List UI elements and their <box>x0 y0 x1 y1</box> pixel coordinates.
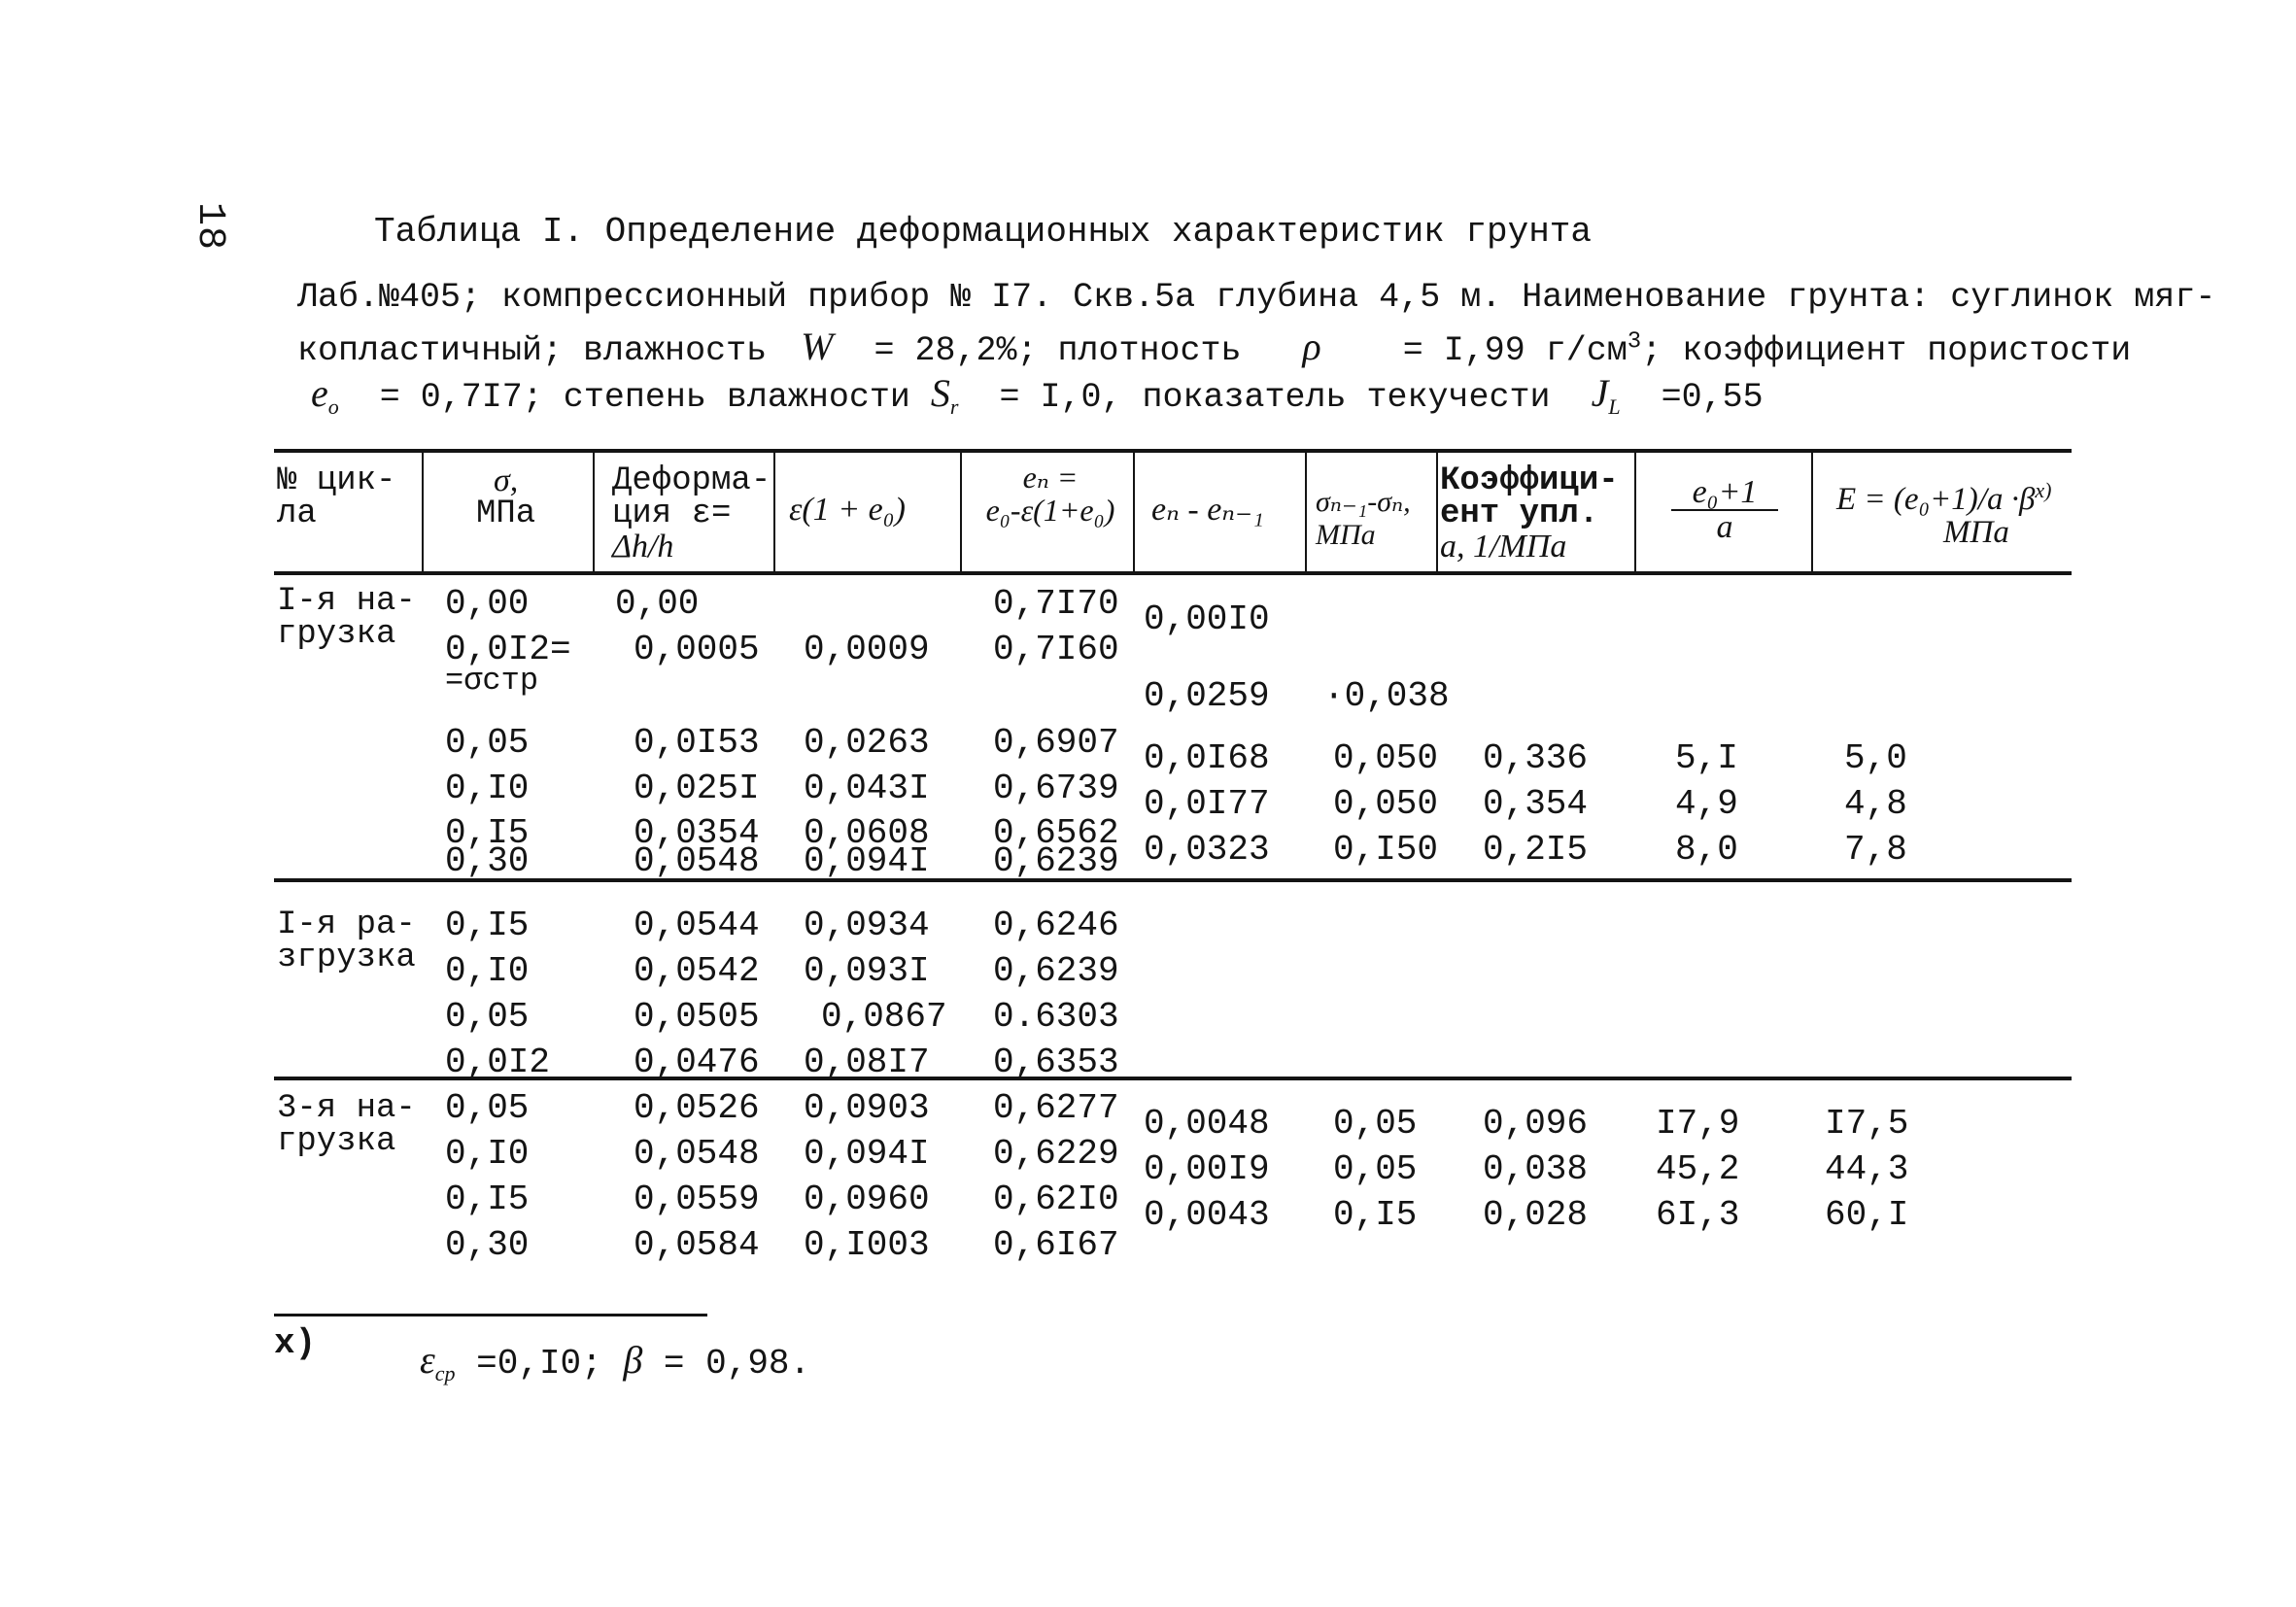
cell-sigma: 0,30 <box>445 1225 530 1265</box>
cell-en-diff: 0,0259 <box>1144 676 1270 716</box>
page-number: 18 <box>188 202 231 252</box>
cell-deformation: 0,0548 <box>634 841 760 881</box>
cell-sigma: 0,I5 <box>445 1180 530 1219</box>
group-label-load-1 <box>277 585 416 651</box>
header-sigma-diff <box>1316 486 1411 552</box>
cell-deformation: 0,0354 <box>634 813 760 853</box>
cell-sigma: 0,05 <box>445 723 530 763</box>
cell-deformation: 0,0005 <box>634 630 760 669</box>
cell-sigma-diff: 0,05 <box>1333 1149 1418 1189</box>
header-text: МПа <box>1943 515 2009 550</box>
cell-en: 0.6303 <box>993 997 1119 1037</box>
footnote-mark: x) <box>274 1323 317 1363</box>
porosity-symbol: e <box>311 371 328 415</box>
cell-sigma: 0,I0 <box>445 951 530 991</box>
cell-en-diff: 0,00I0 <box>1144 599 1270 639</box>
cell-deformation: 0,0548 <box>634 1134 760 1174</box>
footnote-value: =0,I0; <box>476 1344 602 1384</box>
header-text: a, 1/МПа <box>1440 529 1567 564</box>
cell-deformation: 0,0526 <box>634 1088 760 1128</box>
cell-coefficient: 0,336 <box>1483 738 1589 778</box>
cell-en: 0,6239 <box>993 951 1119 991</box>
superscript: 3 <box>1627 328 1642 356</box>
header-text: Деформа- <box>612 462 771 499</box>
description-line-3 <box>311 370 1764 420</box>
column-divider <box>1634 451 1636 573</box>
cell-eps: 0,08I7 <box>804 1043 930 1082</box>
cell-sigma: 0,I5 <box>445 906 530 945</box>
header-cycle <box>277 464 395 530</box>
cell-modulus: I7,5 <box>1825 1104 1909 1144</box>
column-divider <box>1811 451 1813 573</box>
description-line-1: Лаб.№405; компрессионный прибор № I7. Скв.5а глубина 4,5 м. Наименование грунта: суглинок мяг- <box>297 278 2216 317</box>
column-divider <box>1436 451 1438 573</box>
cell-deformation: 0,025I <box>634 769 760 808</box>
header-eps-1-e0: ε(1 + e₀) <box>789 492 906 528</box>
cell-sigma: 0,05 <box>445 1088 530 1128</box>
cell-eps: 0,0263 <box>804 723 930 763</box>
cell-coefficient: 0,038 <box>1483 1149 1589 1189</box>
subscript: L <box>1608 394 1621 419</box>
group-text: грузка <box>277 1123 396 1160</box>
cell-eps: 0,043I <box>804 769 930 808</box>
cell-e1a: I7,9 <box>1656 1104 1740 1144</box>
cell-deformation: 0,0584 <box>634 1225 760 1265</box>
cell-deformation: 0,0476 <box>634 1043 760 1082</box>
cell-eps: 0,0009 <box>804 630 930 669</box>
cell-eps: 0,0960 <box>804 1180 930 1219</box>
cell-en-diff: 0,00I9 <box>1144 1149 1270 1189</box>
cell-eps: 0,0867 <box>821 997 947 1037</box>
liquidity-symbol: J <box>1591 371 1609 415</box>
cell-sigma: 0,I0 <box>445 769 530 808</box>
footnote-text <box>420 1337 810 1386</box>
header-text: σₙ₋₁-σₙ, <box>1316 486 1411 518</box>
description-text: = I,99 г/см <box>1402 331 1628 370</box>
cell-en: 0,7I60 <box>993 630 1119 669</box>
saturation-symbol: S <box>930 371 950 415</box>
cell-en-diff: 0,0043 <box>1144 1195 1270 1235</box>
cell-en-diff: 0,0323 <box>1144 830 1270 870</box>
cell-en: 0,6I67 <box>993 1225 1119 1265</box>
cell-deformation: 0,0544 <box>634 906 760 945</box>
subscript: o <box>327 394 339 419</box>
cell-en: 0,62I0 <box>993 1180 1119 1219</box>
header-deformation <box>612 464 771 564</box>
cell-sigma: 0,0I2 <box>445 1043 551 1082</box>
subscript: r <box>949 394 959 419</box>
cell-deformation: 0,0542 <box>634 951 760 991</box>
group-text: I-я на- <box>277 583 416 620</box>
description-text: =0,55 <box>1661 378 1764 417</box>
cell-sigma: 0,0I2= <box>445 630 571 669</box>
header-text: Δh/h <box>612 529 674 564</box>
header-text: a <box>1716 509 1733 545</box>
cell-modulus: 5,0 <box>1844 738 1907 778</box>
header-rule <box>274 571 2072 575</box>
cell-en-diff: 0,0I77 <box>1144 784 1270 824</box>
header-text: МПа <box>1316 519 1376 551</box>
cell-sigma-diff: 0,I5 <box>1333 1195 1418 1235</box>
cell-sigma: 0,05 <box>445 997 530 1037</box>
group-text: 3-я на- <box>277 1090 416 1127</box>
group-rule <box>274 878 2072 882</box>
cell-sigma-diff: 0,I50 <box>1333 830 1439 870</box>
description-line-2 <box>297 324 2131 370</box>
table-title: Таблица I. Определение деформационных характеристик грунта <box>374 212 1593 252</box>
cell-eps: 0,0608 <box>804 813 930 853</box>
cell-modulus: 44,3 <box>1825 1149 1909 1189</box>
cell-coefficient: 0,2I5 <box>1483 830 1589 870</box>
column-divider <box>422 451 424 573</box>
cell-e1a: 45,2 <box>1656 1149 1740 1189</box>
description-text: = 28,2%; плотность <box>874 331 1242 370</box>
footnote-value: = 0,98. <box>663 1344 811 1384</box>
cell-sigma-diff: 0,05 <box>1333 1104 1418 1144</box>
header-coefficient <box>1440 464 1619 564</box>
cell-sigma: 0,I5 <box>445 813 530 853</box>
header-modulus <box>1836 474 2052 549</box>
description-text: = I,0, показатель текучести <box>999 378 1551 417</box>
cell-e1a: 4,9 <box>1675 784 1738 824</box>
table-top-rule <box>274 449 2072 453</box>
header-text: e₀-ε(1+e₀) <box>985 493 1115 528</box>
group-label-unload-1 <box>277 908 416 974</box>
header-text: e₀+1 <box>1671 476 1778 511</box>
header-en <box>970 461 1131 527</box>
cell-eps: 0,094I <box>804 841 930 881</box>
cell-e1a: 8,0 <box>1675 830 1738 870</box>
cell-deformation: 0,0I53 <box>634 723 760 763</box>
header-text: МПа <box>476 496 536 532</box>
header-text: x) <box>2035 478 2052 502</box>
header-text: № цик- <box>277 462 396 499</box>
cell-coefficient: 0,354 <box>1483 784 1589 824</box>
cell-eps: 0,094I <box>804 1134 930 1174</box>
cell-modulus: 60,I <box>1825 1195 1909 1235</box>
footnote-rule <box>274 1314 707 1316</box>
group-text: грузка <box>277 616 396 653</box>
header-text: ция ε= <box>612 496 732 532</box>
header-text: eₙ = <box>1022 460 1079 495</box>
group-text: згрузка <box>277 940 416 976</box>
description-text: копластичный; влажность <box>297 331 768 370</box>
epsilon-symbol: ε <box>420 1338 435 1382</box>
cell-en: 0,6246 <box>993 906 1119 945</box>
header-text: Коэффици- <box>1440 462 1619 499</box>
density-symbol: ρ <box>1302 325 1321 368</box>
description-text: ; коэффициент пористости <box>1641 331 2132 370</box>
column-divider <box>1133 451 1135 573</box>
column-divider <box>773 451 775 573</box>
cell-en: 0,6353 <box>993 1043 1119 1082</box>
header-en-diff: eₙ - eₙ₋₁ <box>1151 492 1264 528</box>
cell-coefficient: 0,028 <box>1483 1195 1589 1235</box>
cell-sigma-note: =σстр <box>445 663 539 699</box>
cell-en: 0,6229 <box>993 1134 1119 1174</box>
cell-deformation: 0,00 <box>615 584 700 624</box>
cell-sigma: 0,00 <box>445 584 530 624</box>
header-text: E = (e₀+1)/a ·β <box>1836 482 2036 517</box>
cell-sigma-diff: 0,050 <box>1333 784 1439 824</box>
column-divider <box>593 451 595 573</box>
column-divider <box>960 451 962 573</box>
cell-e1a: 5,I <box>1675 738 1738 778</box>
cell-deformation: 0,0559 <box>634 1180 760 1219</box>
cell-coefficient: 0,096 <box>1483 1104 1589 1144</box>
header-e1a <box>1671 476 1778 544</box>
cell-modulus: 4,8 <box>1844 784 1907 824</box>
cell-en: 0,6907 <box>993 723 1119 763</box>
cell-en: 0,6739 <box>993 769 1119 808</box>
moisture-symbol: W <box>801 325 834 368</box>
header-text: ла <box>277 496 317 532</box>
cell-en: 0,7I70 <box>993 584 1119 624</box>
column-divider <box>1305 451 1307 573</box>
cell-sigma-diff: ·0,038 <box>1323 676 1450 716</box>
cell-sigma: 0,30 <box>445 841 530 881</box>
cell-sigma: 0,I0 <box>445 1134 530 1174</box>
header-text: ент упл. <box>1440 496 1599 532</box>
cell-en-diff: 0,0048 <box>1144 1104 1270 1144</box>
cell-eps: 0,0903 <box>804 1088 930 1128</box>
header-text: σ, <box>493 462 519 498</box>
cell-en: 0,6239 <box>993 841 1119 881</box>
subscript: ср <box>434 1361 456 1386</box>
cell-en: 0,6277 <box>993 1088 1119 1128</box>
cell-deformation: 0,0505 <box>634 997 760 1037</box>
cell-en: 0,6562 <box>993 813 1119 853</box>
header-sigma <box>476 464 535 530</box>
cell-modulus: 7,8 <box>1844 830 1907 870</box>
cell-en-diff: 0,0I68 <box>1144 738 1270 778</box>
cell-eps: 0,0934 <box>804 906 930 945</box>
group-text: I-я ра- <box>277 906 416 943</box>
cell-eps: 0,093I <box>804 951 930 991</box>
description-text: = 0,7I7; степень влажности <box>379 378 910 417</box>
cell-e1a: 6I,3 <box>1656 1195 1740 1235</box>
cell-eps: 0,I003 <box>804 1225 930 1265</box>
cell-sigma-diff: 0,050 <box>1333 738 1439 778</box>
group-label-load-3 <box>277 1092 416 1158</box>
beta-symbol: β <box>623 1338 643 1382</box>
